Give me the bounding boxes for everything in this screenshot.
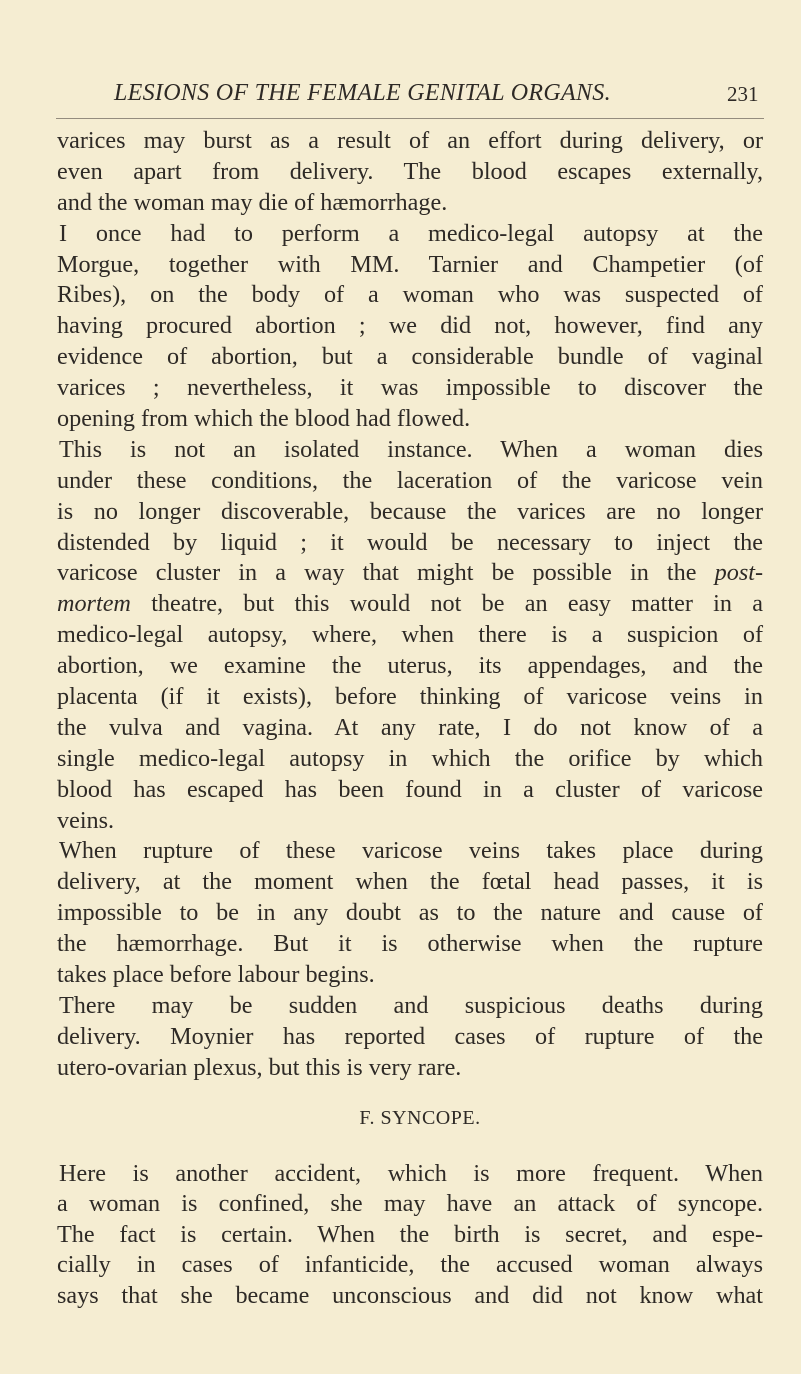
text-segment: theatre, but this would not be an easy matter in a <box>151 590 763 618</box>
text-line: even apart from delivery. The blood escapes externally, <box>57 157 763 185</box>
text-line: Here is another accident, which is more frequent. When <box>59 1159 763 1187</box>
text-line: abortion, we examine the uterus, its appendages, and the <box>57 652 763 680</box>
text-line: I once had to perform a medico-legal autopsy at the <box>59 219 763 247</box>
text-line: placenta (if it exists), before thinking of varicose veins in <box>57 683 763 711</box>
text-line: delivery, at the moment when the fœtal head passes, it is <box>57 868 763 896</box>
text-line: a woman is confined, she may have an attack of syncope. <box>57 1190 763 1218</box>
running-header <box>0 80 801 114</box>
text-line: blood has escaped has been found in a cluster of varicose <box>57 775 763 803</box>
text-line: under these conditions, the laceration of the varicose vein <box>57 466 763 494</box>
text-line: delivery. Moynier has reported cases of rupture of the <box>57 1022 763 1050</box>
section-heading: F. SYNCOPE. <box>359 1106 481 1129</box>
running-title: LESIONS OF THE FEMALE GENITAL ORGANS. <box>114 80 611 106</box>
text-line: opening from which the blood had flowed. <box>57 405 471 433</box>
text-line: varices may burst as a result of an effort during delivery, or <box>57 127 763 154</box>
text-line: cially in cases of infanticide, the accused woman always <box>57 1251 763 1279</box>
text-line: This is not an isolated instance. When a woman dies <box>59 435 763 463</box>
text-line: having procured abortion ; we did not, however, find any <box>57 312 763 340</box>
text-line: When rupture of these varicose veins takes place during <box>59 837 763 865</box>
text-line: The fact is certain. When the birth is secret, and espe- <box>57 1220 763 1248</box>
text-line: medico-legal autopsy, where, when there is a suspicion of <box>57 621 763 649</box>
text-line: the hæmorrhage. But it is otherwise when the rupture <box>57 930 763 958</box>
text-line <box>57 558 763 589</box>
text-line: single medico-legal autopsy in which the orifice by which <box>57 744 763 772</box>
text-line: impossible to be in any doubt as to the nature and cause of <box>57 899 763 927</box>
section-body <box>57 1159 763 1312</box>
text-line: and the woman may die of hæmorrhage. <box>57 188 448 216</box>
text-line: says that she became unconscious and did not know what <box>57 1281 763 1309</box>
text-line: Ribes), on the body of a woman who was suspected of <box>57 281 763 309</box>
text-line <box>57 589 763 620</box>
text-line: varices ; nevertheless, it was impossible to discover the <box>57 374 763 402</box>
text-line: There may be sudden and suspicious deaths during <box>59 991 763 1019</box>
text-line: distended by liquid ; it would be necessary to inject the <box>57 528 763 556</box>
text-line: Morgue, together with MM. Tarnier and Champetier (of <box>57 250 763 278</box>
text-line: takes place before labour begins. <box>57 961 375 989</box>
text-line: veins. <box>57 806 115 834</box>
italic-word: post- <box>714 559 763 587</box>
text-line: evidence of abortion, but a considerable bundle of vaginal <box>57 343 763 371</box>
italic-word: mortem <box>57 590 131 618</box>
page-body <box>57 126 763 1312</box>
page-number: 231 <box>727 82 759 106</box>
text-line: the vulva and vagina. At any rate, I do not know of a <box>57 713 763 741</box>
text-line: is no longer discoverable, because the varices are no longer <box>57 497 763 525</box>
header-rule <box>56 118 764 119</box>
text-line: utero-ovarian plexus, but this is very rare. <box>57 1053 462 1081</box>
text-segment: varicose cluster in a way that might be possible in the <box>57 559 697 587</box>
